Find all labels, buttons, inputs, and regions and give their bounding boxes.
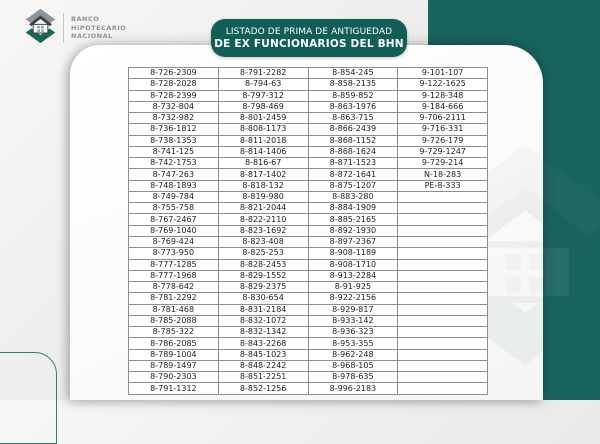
- id-cell: [398, 360, 488, 371]
- id-cell: 8-742-1753: [129, 158, 219, 169]
- id-cell: 8-884-1909: [308, 203, 398, 214]
- table-row: [129, 101, 488, 112]
- id-cell: 8-962-248: [308, 349, 398, 360]
- id-cell: [398, 214, 488, 225]
- table-row: [129, 259, 488, 270]
- id-cell: 8-781-468: [129, 304, 219, 315]
- id-cell: 8-728-2028: [129, 79, 219, 90]
- id-cell: 8-953-355: [308, 338, 398, 349]
- id-cell: 8-933-142: [308, 315, 398, 326]
- id-cell: 8-781-2292: [129, 293, 219, 304]
- id-cell: 8-913-2284: [308, 270, 398, 281]
- table-row: [129, 327, 488, 338]
- id-cell: 8-863-1976: [308, 101, 398, 112]
- id-cell: 8-726-2309: [129, 68, 219, 79]
- table-row: [129, 169, 488, 180]
- id-cell: 8-738-1353: [129, 135, 219, 146]
- bhn-logo-icon: [24, 8, 57, 48]
- id-cell: 8-767-2467: [129, 214, 219, 225]
- id-cell: [398, 225, 488, 236]
- id-cell: 8-728-2399: [129, 90, 219, 101]
- id-cell: 8-790-2303: [129, 372, 219, 383]
- id-cell: 8-829-2375: [218, 282, 308, 293]
- id-cell: 8-871-1523: [308, 158, 398, 169]
- id-cell: 8-825-253: [218, 248, 308, 259]
- id-cell: 8-843-2268: [218, 338, 308, 349]
- id-cell: 9-101-107: [398, 68, 488, 79]
- id-cell: 8-863-715: [308, 113, 398, 124]
- id-cell: 8-732-982: [129, 113, 219, 124]
- id-cell: 8-822-2110: [218, 214, 308, 225]
- table-row: [129, 315, 488, 326]
- table-row: [129, 79, 488, 90]
- id-cell: 8-875-1207: [308, 180, 398, 191]
- id-cell: 8-823-408: [218, 236, 308, 247]
- id-cell: [398, 338, 488, 349]
- id-cell: 8-848-2242: [218, 360, 308, 371]
- table-row: [129, 372, 488, 383]
- table-row: [129, 146, 488, 157]
- prima-antiguedad-table: [128, 67, 488, 395]
- id-cell: [398, 372, 488, 383]
- id-cell: 8-736-1812: [129, 124, 219, 135]
- id-cell: 8-747-263: [129, 169, 219, 180]
- id-cell: [398, 248, 488, 259]
- id-cell: 8-908-1189: [308, 248, 398, 259]
- table-row: [129, 293, 488, 304]
- title-line-2: DE EX FUNCIONARIOS DEL BHN: [214, 37, 404, 50]
- id-cell: 9-729-214: [398, 158, 488, 169]
- id-cell: [398, 282, 488, 293]
- id-cell: 8-968-105: [308, 360, 398, 371]
- id-cell: 8-817-1402: [218, 169, 308, 180]
- id-cell: 8-797-312: [218, 90, 308, 101]
- id-cell: 8-851-2251: [218, 372, 308, 383]
- brand-line-1: BANCO: [71, 15, 100, 24]
- id-cell: 8-866-2439: [308, 124, 398, 135]
- id-cell: 8-823-1692: [218, 225, 308, 236]
- id-cell: 8-741-125: [129, 146, 219, 157]
- table-row: [129, 191, 488, 202]
- table-row: [129, 90, 488, 101]
- id-cell: PE-8-333: [398, 180, 488, 191]
- id-cell: 8-778-642: [129, 282, 219, 293]
- id-cell: 9-706-2111: [398, 113, 488, 124]
- id-cell: 8-789-1004: [129, 349, 219, 360]
- id-cell: 9-716-331: [398, 124, 488, 135]
- id-cell: 8-908-1710: [308, 259, 398, 270]
- id-cell: 8-808-1173: [218, 124, 308, 135]
- id-cell: [398, 327, 488, 338]
- id-cell: 8-936-323: [308, 327, 398, 338]
- id-cell: [398, 349, 488, 360]
- table-row: [129, 360, 488, 371]
- id-cell: 8-777-1285: [129, 259, 219, 270]
- id-cell: 8-830-654: [218, 293, 308, 304]
- id-cell: 8-831-2184: [218, 304, 308, 315]
- id-cell: 8-814-1406: [218, 146, 308, 157]
- title-line-1: LISTADO DE PRIMA DE ANTIGUEDAD: [225, 26, 393, 37]
- id-cell: 8-978-635: [308, 372, 398, 383]
- id-cell: 8-832-1342: [218, 327, 308, 338]
- id-cell: 8-828-2453: [218, 259, 308, 270]
- id-cell: 8-818-132: [218, 180, 308, 191]
- decorative-corner-outline: [0, 352, 57, 444]
- id-cell: 8-786-2085: [129, 338, 219, 349]
- id-cell: 8-785-2088: [129, 315, 219, 326]
- id-cell: 9-122-1625: [398, 79, 488, 90]
- bhn-logo: [24, 8, 126, 48]
- table-row: [129, 68, 488, 79]
- id-cell: 8-798-469: [218, 101, 308, 112]
- id-cell: 8-922-2156: [308, 293, 398, 304]
- id-cell: [398, 293, 488, 304]
- id-cell: 8-732-804: [129, 101, 219, 112]
- id-cell: 8-773-950: [129, 248, 219, 259]
- table-row: [129, 304, 488, 315]
- id-cell: 8-777-1968: [129, 270, 219, 281]
- id-cell: 8-854-245: [308, 68, 398, 79]
- id-cell: [398, 383, 488, 395]
- table-row: [129, 282, 488, 293]
- id-cell: 8-829-1552: [218, 270, 308, 281]
- id-cell: [398, 304, 488, 315]
- id-cell: 8-868-1152: [308, 135, 398, 146]
- table-row: [129, 180, 488, 191]
- id-cell: 8-794-63: [218, 79, 308, 90]
- id-cell: 8-819-980: [218, 191, 308, 202]
- id-cell: 8-769-1040: [129, 225, 219, 236]
- id-cell: 8-821-2044: [218, 203, 308, 214]
- id-cell: 8-91-925: [308, 282, 398, 293]
- table-row: [129, 113, 488, 124]
- id-cell: 8-892-1930: [308, 225, 398, 236]
- table-row: [129, 270, 488, 281]
- brand-line-3: NACIONAL: [71, 32, 113, 41]
- table-row: [129, 338, 488, 349]
- id-cell: 8-897-2367: [308, 236, 398, 247]
- title-badge: [211, 19, 407, 57]
- prima-table-body: [129, 68, 488, 395]
- id-cell: [398, 203, 488, 214]
- logo-divider: [63, 13, 64, 43]
- id-cell: N-18-283: [398, 169, 488, 180]
- id-cell: 8-883-280: [308, 191, 398, 202]
- table-row: [129, 214, 488, 225]
- brand-line-2: HIPOTECARIO: [71, 23, 127, 32]
- bhn-logo-wordmark: [71, 15, 126, 40]
- id-cell: [398, 315, 488, 326]
- id-cell: 8-801-2459: [218, 113, 308, 124]
- id-cell: 8-791-1312: [129, 383, 219, 395]
- list-card: [70, 45, 543, 400]
- id-cell: [398, 270, 488, 281]
- id-cell: [398, 191, 488, 202]
- id-cell: 8-755-758: [129, 203, 219, 214]
- table-row: [129, 135, 488, 146]
- table-row: [129, 349, 488, 360]
- id-cell: 8-816-67: [218, 158, 308, 169]
- id-cell: [398, 236, 488, 247]
- table-row: [129, 383, 488, 395]
- id-cell: 8-791-2282: [218, 68, 308, 79]
- table-row: [129, 158, 488, 169]
- id-cell: 8-811-2018: [218, 135, 308, 146]
- id-cell: 9-726-179: [398, 135, 488, 146]
- id-cell: 8-852-1256: [218, 383, 308, 395]
- table-row: [129, 124, 488, 135]
- id-cell: 8-858-2135: [308, 79, 398, 90]
- table-row: [129, 236, 488, 247]
- id-cell: [398, 259, 488, 270]
- id-cell: 8-859-852: [308, 90, 398, 101]
- table-row: [129, 203, 488, 214]
- id-cell: 8-845-1023: [218, 349, 308, 360]
- table-row: [129, 248, 488, 259]
- id-cell: 8-749-784: [129, 191, 219, 202]
- id-cell: 8-789-1497: [129, 360, 219, 371]
- id-cell: 9-128-348: [398, 90, 488, 101]
- id-cell: 9-184-666: [398, 101, 488, 112]
- id-cell: 8-748-1893: [129, 180, 219, 191]
- id-cell: 8-929-817: [308, 304, 398, 315]
- id-cell: 9-729-1247: [398, 146, 488, 157]
- id-cell: 8-872-1641: [308, 169, 398, 180]
- id-cell: 8-832-1072: [218, 315, 308, 326]
- id-cell: 8-769-424: [129, 236, 219, 247]
- table-row: [129, 225, 488, 236]
- id-cell: 8-785-322: [129, 327, 219, 338]
- id-cell: 8-996-2183: [308, 383, 398, 395]
- id-cell: 8-868-1624: [308, 146, 398, 157]
- id-cell: 8-885-2165: [308, 214, 398, 225]
